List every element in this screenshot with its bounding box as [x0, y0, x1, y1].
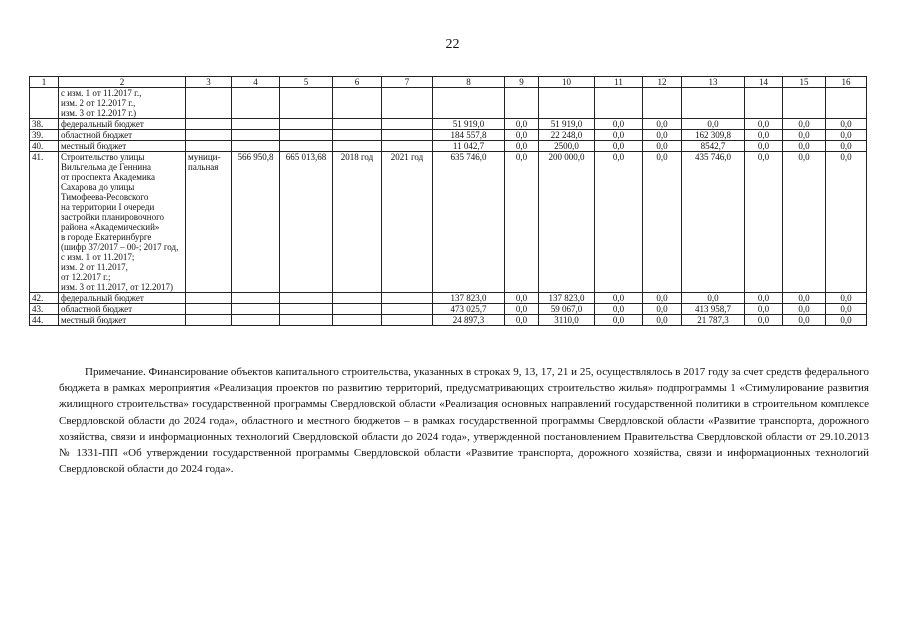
cell-value: 0,0 — [643, 315, 682, 326]
cell-value: 0,0 — [682, 293, 745, 304]
cell-line: пальная — [188, 162, 219, 172]
cell-value: 0,0 — [595, 141, 643, 152]
cell-empty — [186, 304, 232, 315]
cell-empty — [280, 88, 333, 119]
cell-value: 0,0 — [643, 304, 682, 315]
cell-line: изм. 2 от 11.2017, — [61, 262, 128, 272]
cell-row-number: 44. — [30, 315, 59, 326]
table-row — [30, 141, 867, 152]
table-row — [30, 293, 867, 304]
cell-value: 0,0 — [783, 141, 826, 152]
cell-value: 413 958,7 — [682, 304, 745, 315]
cell-line: (шифр 37/2017 – 00-; 2017 год, — [61, 242, 179, 252]
cell-empty — [186, 88, 232, 119]
cell-column-number: 6 — [333, 77, 382, 88]
cell-empty — [382, 141, 433, 152]
cell-empty — [232, 88, 280, 119]
cell-name: федеральный бюджет — [59, 119, 186, 130]
cell-value: 184 557,8 — [433, 130, 505, 141]
cell-value: 0,0 — [783, 119, 826, 130]
cell-value: 0,0 — [783, 293, 826, 304]
cell-value: 0,0 — [783, 304, 826, 315]
cell-value: 0,0 — [505, 152, 539, 293]
cell-column-number: 13 — [682, 77, 745, 88]
cell-empty — [280, 304, 333, 315]
cell-line: Вильгельма де Геннина — [61, 162, 152, 172]
cell-value: 2021 год — [382, 152, 433, 293]
table-row — [30, 88, 867, 119]
cell-column-number: 10 — [539, 77, 595, 88]
cell-empty — [333, 130, 382, 141]
cell-name: местный бюджет — [59, 141, 186, 152]
cell-line: Строительство улицы — [61, 152, 145, 162]
cell-row-number: 40. — [30, 141, 59, 152]
cell-value: 0,0 — [505, 315, 539, 326]
cell-line: района «Академический» — [61, 222, 160, 232]
cell-empty — [333, 141, 382, 152]
cell-column-number: 8 — [433, 77, 505, 88]
cell-empty — [30, 88, 59, 119]
table-row — [30, 304, 867, 315]
cell-empty — [186, 141, 232, 152]
cell-empty — [232, 293, 280, 304]
cell-empty — [433, 88, 505, 119]
cell-empty — [333, 293, 382, 304]
cell-line: с изм. 1 от 11.2017; — [61, 252, 135, 262]
cell-empty — [280, 315, 333, 326]
cell-line: в городе Екатеринбурге — [61, 232, 152, 242]
table-row — [30, 152, 867, 293]
cell-value: 0,0 — [745, 152, 783, 293]
cell-value: 0,0 — [595, 152, 643, 293]
cell-column-number: 7 — [382, 77, 433, 88]
cell-empty — [186, 293, 232, 304]
cell-value: 0,0 — [595, 315, 643, 326]
cell-value: 0,0 — [745, 119, 783, 130]
cell-value: 24 897,3 — [433, 315, 505, 326]
cell-value: 0,0 — [643, 141, 682, 152]
cell-value: 59 067,0 — [539, 304, 595, 315]
cell-value: 0,0 — [643, 119, 682, 130]
cell-value: 0,0 — [682, 119, 745, 130]
cell-value: 0,0 — [505, 293, 539, 304]
cell-name: федеральный бюджет — [59, 293, 186, 304]
cell-value: 0,0 — [745, 293, 783, 304]
cell-value: 0,0 — [505, 141, 539, 152]
cell-empty — [186, 130, 232, 141]
cell-line: с изм. 1 от 11.2017 г., — [61, 88, 142, 98]
cell-value: 0,0 — [505, 119, 539, 130]
cell-value: 2018 год — [333, 152, 382, 293]
cell-empty — [382, 315, 433, 326]
cell-value: 473 025,7 — [433, 304, 505, 315]
cell-line: от 12.2017 г.; — [61, 272, 111, 282]
cell-value: 0,0 — [826, 119, 867, 130]
cell-name — [59, 152, 186, 293]
cell-empty — [382, 88, 433, 119]
cell-empty — [745, 88, 783, 119]
cell-empty — [539, 88, 595, 119]
cell-value: 0,0 — [826, 293, 867, 304]
cell-value: 0,0 — [783, 315, 826, 326]
cell-value: 0,0 — [595, 304, 643, 315]
cell-empty — [232, 141, 280, 152]
cell-value: 2500,0 — [539, 141, 595, 152]
cell-empty — [333, 119, 382, 130]
cell-row-number: 43. — [30, 304, 59, 315]
cell-empty — [643, 88, 682, 119]
cell-empty — [595, 88, 643, 119]
cell-row-number: 38. — [30, 119, 59, 130]
cell-line: изм. 3 от 11.2017, от 12.2017) — [61, 282, 173, 292]
cell-value: 3110,0 — [539, 315, 595, 326]
cell-value: 0,0 — [826, 141, 867, 152]
table-row — [30, 315, 867, 326]
cell-empty — [333, 88, 382, 119]
cell-empty — [382, 304, 433, 315]
cell-column-number: 1 — [30, 77, 59, 88]
cell-row-number: 41. — [30, 152, 59, 293]
cell-name: областной бюджет — [59, 130, 186, 141]
page-number: 22 — [445, 37, 460, 52]
cell-value: 200 000,0 — [539, 152, 595, 293]
cell-empty — [232, 119, 280, 130]
cell-value: 162 309,8 — [682, 130, 745, 141]
cell-line: от проспекта Академика — [61, 172, 155, 182]
cell-line: муници- — [188, 152, 221, 162]
cell-value: 566 950,8 — [232, 152, 280, 293]
cell-value: 0,0 — [643, 293, 682, 304]
cell-empty — [280, 141, 333, 152]
cell-line: изм. 2 от 12.2017 г., — [61, 98, 136, 108]
cell-value: 137 823,0 — [433, 293, 505, 304]
cell-value: 0,0 — [595, 293, 643, 304]
cell-value: 0,0 — [745, 130, 783, 141]
cell-value: 0,0 — [595, 130, 643, 141]
cell-empty — [280, 119, 333, 130]
cell-value: 21 787,3 — [682, 315, 745, 326]
cell-value: 0,0 — [826, 152, 867, 293]
cell-ownership — [186, 152, 232, 293]
cell-column-number: 16 — [826, 77, 867, 88]
cell-empty — [333, 315, 382, 326]
cell-empty — [505, 88, 539, 119]
cell-empty — [783, 88, 826, 119]
cell-empty — [232, 304, 280, 315]
cell-value: 51 919,0 — [539, 119, 595, 130]
table-row — [30, 119, 867, 130]
cell-value: 0,0 — [826, 315, 867, 326]
cell-column-number: 5 — [280, 77, 333, 88]
cell-column-number: 12 — [643, 77, 682, 88]
footnote: Примечание. Финансирование объектов капитального строительства, указанных в строках 9, 13, 17, 21 и 25, осуществлялось в 2017 году за счет средств федерального бюджета в рамках мероприятия «Реализация проектов по развитию территорий, предусматривающих строительство жилья» подпрограммы 1 «Стимулирование развития жилищного строительства» государственной программы Свердловской области «Реализация основных направлений государственной политики в строительном комплексе Свердловской области до 2024 года», областного и местного бюджетов – в рамках государственной программы Свердловской области «Развитие транспорта, дорожного хозяйства, связи и информационных технологий Свердловской области до 2024 года», утвержденной постановлением Правительства Свердловской области от 29.10.2013 № 1331-ПП «Об утверждении государственной программы Свердловской области «Развитие транспорта, дорожного хозяйства, связи и информационных технологий Свердловской области до 2024 года». — [59, 366, 869, 476]
cell-value: 137 823,0 — [539, 293, 595, 304]
cell-name — [59, 88, 186, 119]
cell-empty — [382, 130, 433, 141]
cell-empty — [186, 119, 232, 130]
cell-column-number: 2 — [59, 77, 186, 88]
cell-name: местный бюджет — [59, 315, 186, 326]
cell-empty — [232, 130, 280, 141]
cell-empty — [186, 315, 232, 326]
cell-empty — [382, 293, 433, 304]
cell-value: 0,0 — [505, 130, 539, 141]
cell-empty — [382, 119, 433, 130]
cell-value: 0,0 — [745, 304, 783, 315]
cell-value: 0,0 — [643, 152, 682, 293]
cell-empty — [232, 315, 280, 326]
cell-value: 0,0 — [783, 152, 826, 293]
cell-value: 22 248,0 — [539, 130, 595, 141]
cell-column-number: 15 — [783, 77, 826, 88]
cell-column-number: 4 — [232, 77, 280, 88]
cell-column-number: 11 — [595, 77, 643, 88]
cell-empty — [333, 304, 382, 315]
cell-value: 0,0 — [745, 315, 783, 326]
cell-line: изм. 3 от 12.2017 г.) — [61, 108, 137, 118]
column-number-row — [30, 77, 867, 88]
cell-value: 51 919,0 — [433, 119, 505, 130]
cell-line: на территории I очереди — [61, 202, 155, 212]
cell-value: 0,0 — [783, 130, 826, 141]
cell-value: 0,0 — [595, 119, 643, 130]
cell-line: Сахарова до улицы — [61, 182, 135, 192]
cell-value: 0,0 — [826, 304, 867, 315]
cell-value: 0,0 — [505, 304, 539, 315]
cell-value: 635 746,0 — [433, 152, 505, 293]
cell-value: 0,0 — [745, 141, 783, 152]
cell-name: областной бюджет — [59, 304, 186, 315]
cell-value: 435 746,0 — [682, 152, 745, 293]
budget-table — [29, 76, 867, 326]
cell-row-number: 39. — [30, 130, 59, 141]
cell-value: 11 042,7 — [433, 141, 505, 152]
cell-value: 665 013,68 — [280, 152, 333, 293]
cell-value: 0,0 — [643, 130, 682, 141]
cell-row-number: 42. — [30, 293, 59, 304]
table-row — [30, 130, 867, 141]
cell-line: застройки планировочного — [61, 212, 165, 222]
cell-empty — [682, 88, 745, 119]
cell-line: Тимофеева-Ресовского — [61, 192, 149, 202]
cell-empty — [280, 293, 333, 304]
cell-value: 0,0 — [826, 130, 867, 141]
cell-column-number: 14 — [745, 77, 783, 88]
cell-column-number: 9 — [505, 77, 539, 88]
cell-empty — [280, 130, 333, 141]
cell-value: 8542,7 — [682, 141, 745, 152]
cell-column-number: 3 — [186, 77, 232, 88]
cell-empty — [826, 88, 867, 119]
